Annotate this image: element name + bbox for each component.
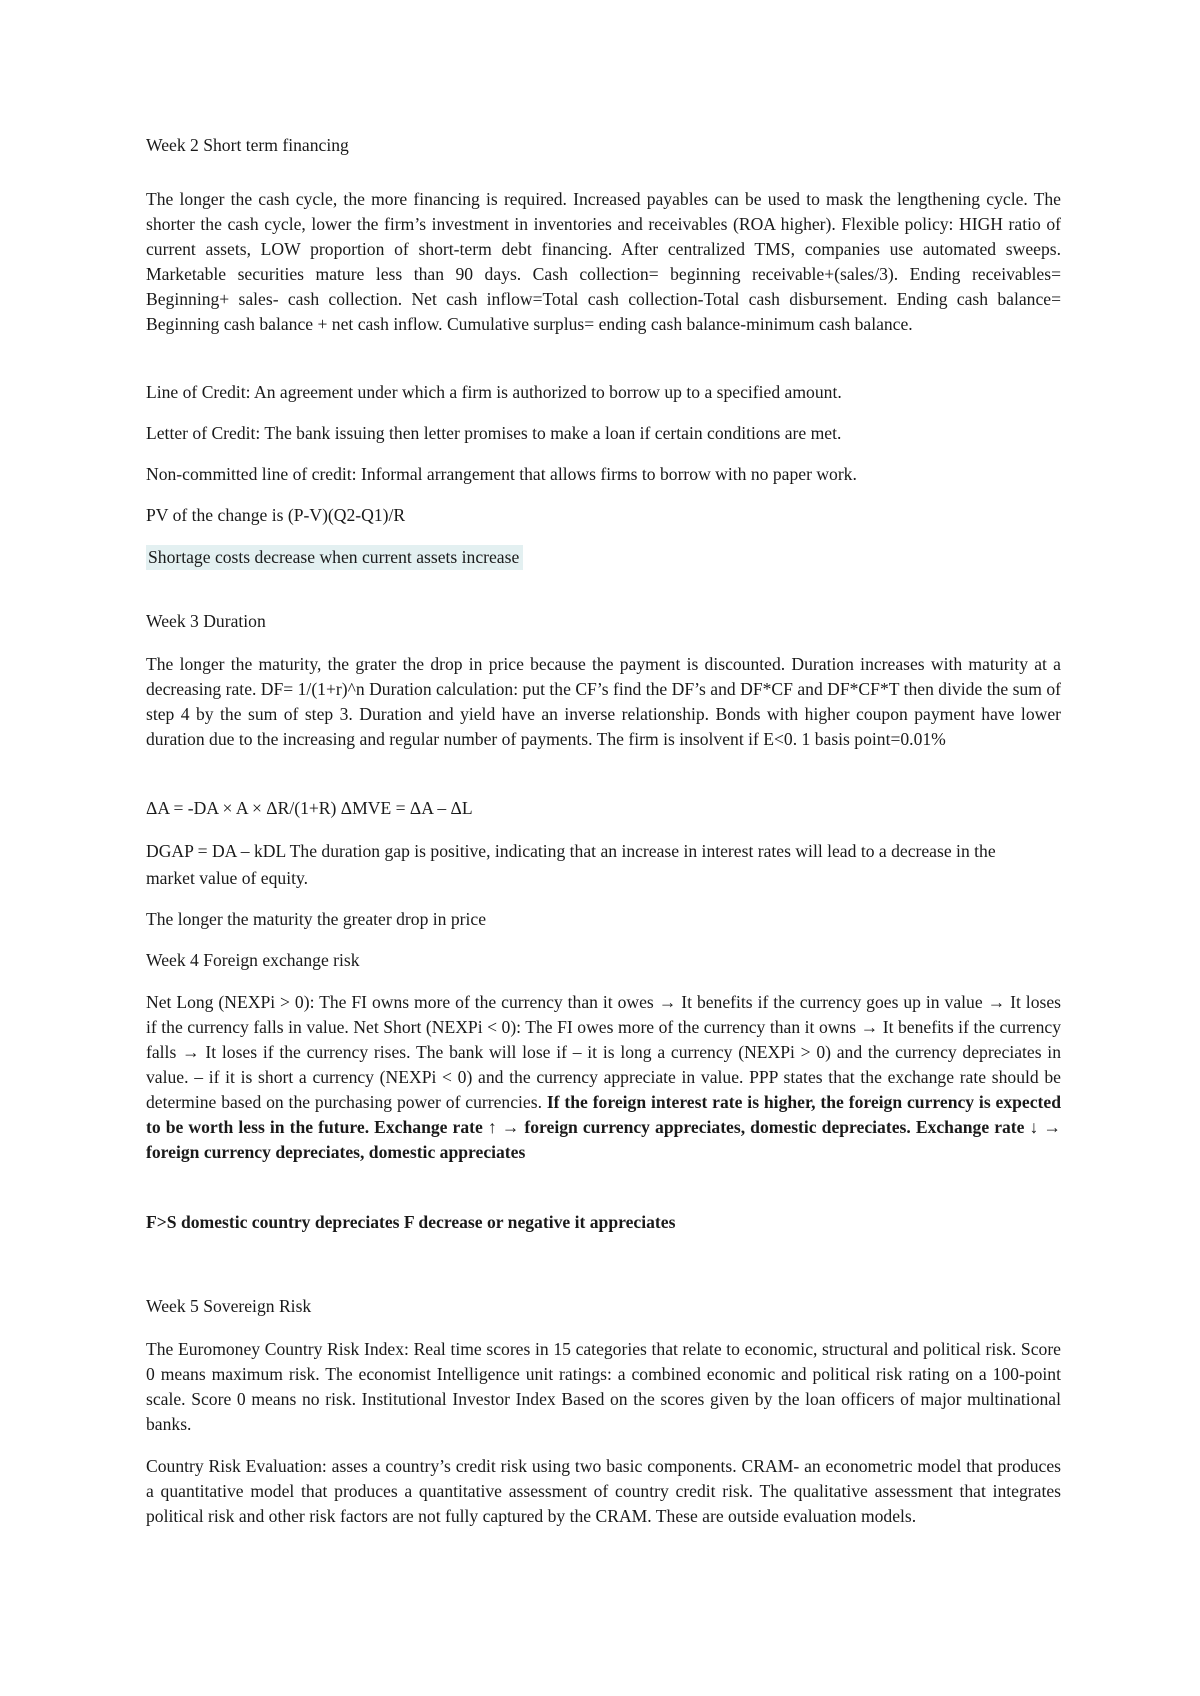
duration-formula: ΔA = -DA × A × ΔR/(1+R) ΔMVE = ΔA – ΔL: [146, 798, 473, 818]
dgap-explanation: DGAP = DA – kDL The duration gap is positive, indicating that an increase in interest rates will lead to a decrease in the market value of equity.: [146, 841, 996, 888]
week4-paragraph: [146, 990, 1061, 1165]
week4-heading: Week 4 Foreign exchange risk: [146, 950, 360, 970]
letter-of-credit-definition: Letter of Credit: The bank issuing then letter promises to make a loan if certain conditions are met.: [146, 423, 842, 443]
highlighted-text: Shortage costs decrease when current assets increase: [146, 545, 523, 570]
shortage-costs-note: [146, 545, 1061, 570]
week5-heading: Week 5 Sovereign Risk: [146, 1296, 312, 1316]
line-of-credit-definition: Line of Credit: An agreement under which a firm is authorized to borrow up to a specified amount.: [146, 382, 842, 402]
pv-change-formula: PV of the change is (P-V)(Q2-Q1)/R: [146, 505, 406, 525]
week3-paragraph: The longer the maturity, the grater the drop in price because the payment is discounted. Duration increases with maturity at a decreasing rate. DF= 1/(1+r)^n Duration calculation: put the CF’s find the DF’s and DF*CF and DF*CF*T then divide the sum of step 4 by the sum of step 3. Duration and yield have an inverse relationship. Bonds with higher coupon payment have lower duration due to the increasing and regular number of payments. The firm is insolvent if E<0. 1 basis point=0.01%: [146, 654, 1061, 749]
maturity-note: The longer the maturity the greater drop in price: [146, 909, 487, 929]
non-committed-line-definition: Non-committed line of credit: Informal arrangement that allows firms to borrow with no paper work.: [146, 464, 857, 484]
week2-paragraph: The longer the cash cycle, the more financing is required. Increased payables can be used to mask the lengthening cycle. The shorter the cash cycle, lower the firm’s investment in inventories and receivables (ROA higher). Flexible policy: HIGH ratio of current assets, LOW proportion of short-term debt financing. After centralized TMS, companies use automated sweeps. Marketable securities mature less than 90 days. Cash collection= beginning receivable+(sales/3). Ending receivables= Beginning+ sales- cash collection. Net cash inflow=Total cash collection-Total cash disbursement. Ending cash balance= Beginning cash balance + net cash inflow. Cumulative surplus= ending cash balance-minimum cash balance.: [146, 189, 1061, 334]
week5-paragraph-1: The Euromoney Country Risk Index: Real time scores in 15 categories that relate to economic, structural and political risk. Score 0 means maximum risk. The economist Intelligence unit ratings: a combined economic and political risk rating on a 100-point scale. Score 0 means no risk. Institutional Investor Index Based on the scores given by the loan officers of major multinational banks.: [146, 1339, 1061, 1434]
forward-spot-note: [146, 1210, 1061, 1235]
week5-paragraph-2: Country Risk Evaluation: asses a country’s credit risk using two basic components. CRAM- an econometric model that produces a quantitative model that produces a quantitative assessment of country credit risk. The qualitative assessment that integrates political risk and other risk factors are not fully captured by the CRAM. These are outside evaluation models.: [146, 1456, 1061, 1526]
week4-paragraph-text: Net Long (NEXPi > 0): The FI owns more of the currency than it owes → It benefits if the currency goes up in value → It loses if the currency falls in value. Net Short (NEXPi < 0): The FI owes more of the currency than it owns → It benefits if the currency falls → It loses if the currency rises. The bank will lose if – it is long a currency (NEXPi > 0) and the currency depreciates in value. – if it is short a currency (NEXPi < 0) and the currency appreciate in value. PPP states that the exchange rate should be determine based on the purchasing power of currencies.: [146, 992, 1061, 1112]
week3-heading: Week 3 Duration: [146, 611, 266, 631]
forward-spot-note-text: F>S domestic country depreciates F decrease or negative it appreciates: [146, 1212, 676, 1232]
week2-heading: Week 2 Short term financing: [146, 135, 349, 155]
week4-paragraph-bold-text: If the foreign interest rate is higher, the foreign currency is expected to be worth less in the future. Exchange rate ↑ → foreign currency appreciates, domestic depreciates. Exchange rate ↓ → foreign currency depreciates, domestic appreciates: [146, 1092, 1061, 1162]
